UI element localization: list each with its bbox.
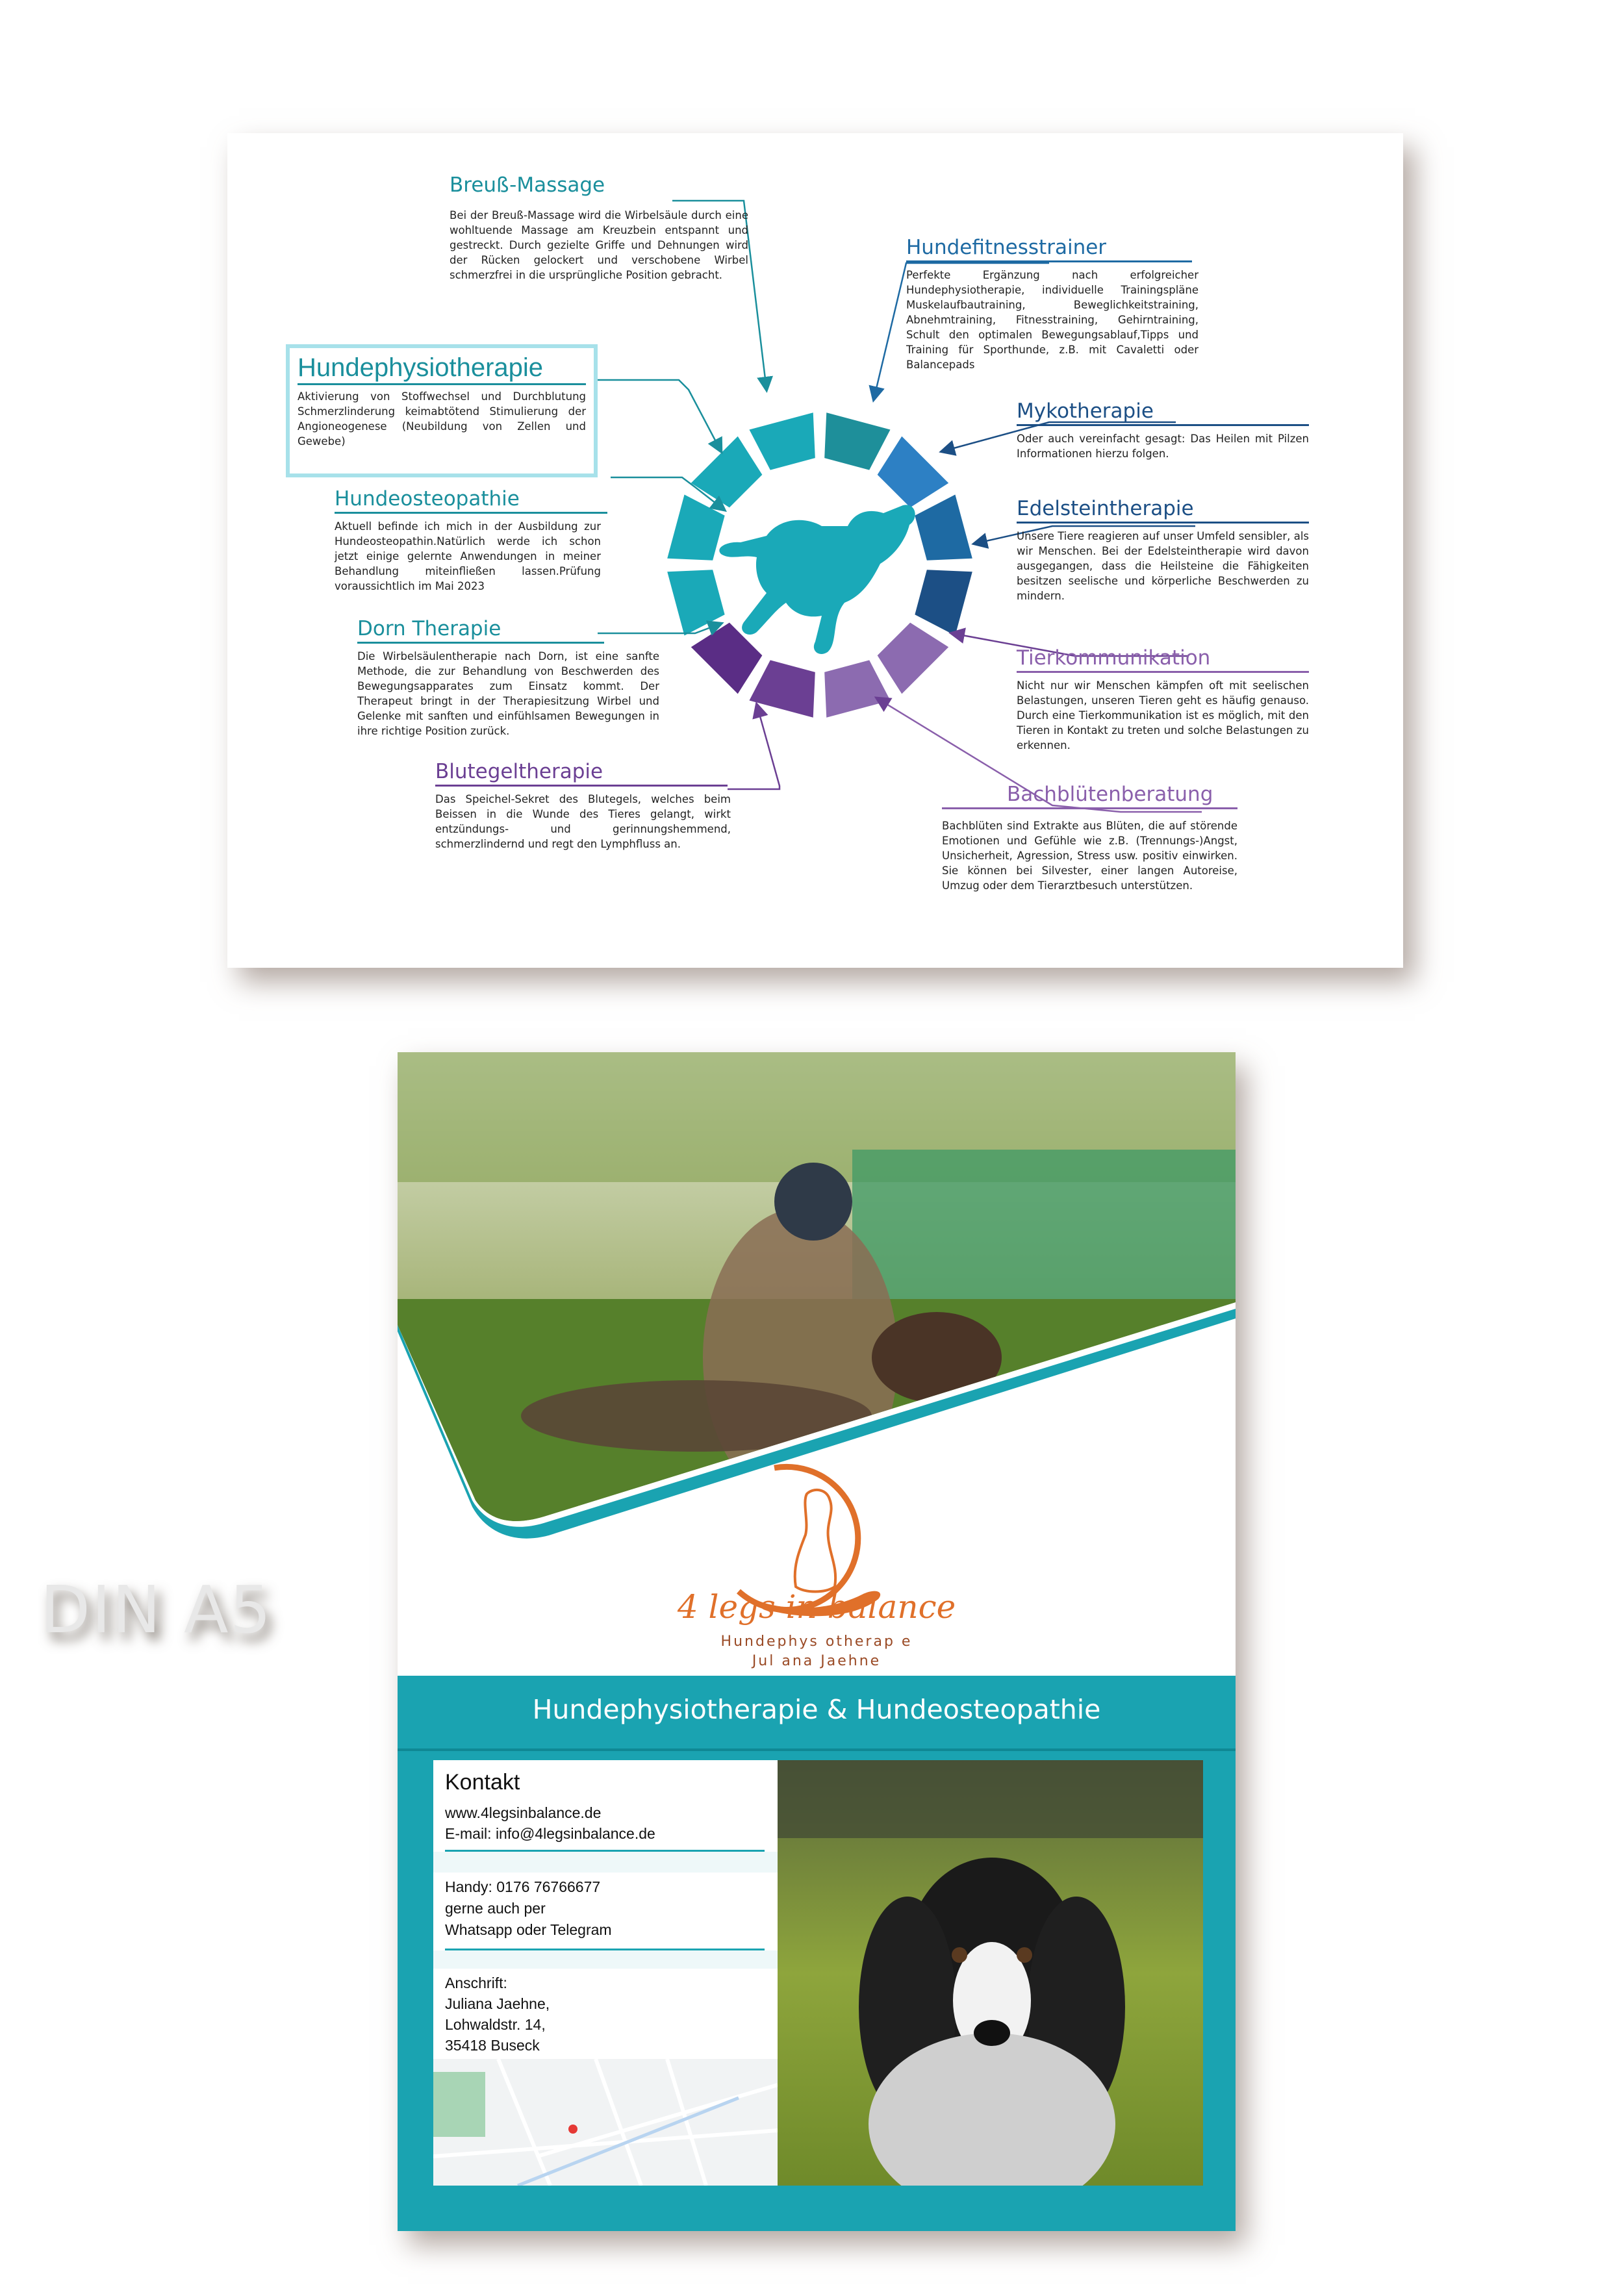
fence (852, 1150, 1236, 1325)
ring-segment (824, 412, 890, 470)
section-blutegeltherapie (435, 760, 731, 852)
section-edelsteintherapie (1017, 497, 1309, 603)
tierkomm-text: Nicht nur wir Menschen kämpfen oft mit seelischen Belastungen, unseren Tieren geht es häufig genauso. Durch eine Tierkommunikation ist es möglich, mit den Tieren in Kontakt zu treten und solche Belastungen zu erkennen. (1017, 679, 1309, 751)
edelstein-title: Edelsteintherapie (1017, 497, 1194, 520)
blutegel-text: Das Speichel-Sekret des Blutegels, welches beim Beissen in die Wunde des Tieres gelangt, wirkt entzündungs- und gerinnungshemmend, schmerzlindernd und regt den Lymphfluss an. (435, 793, 731, 850)
ring-segment (915, 570, 972, 635)
spaniel-photo (778, 1760, 1203, 2186)
osteo-text: Aktuell befinde ich mich in der Ausbildung zur Hundeosteopathin.Natürlich werde ich schon jetzt einige gelernte Anwendungen in meiner Behandlung miteinfließen lassen.Prüfung voraussichtlich im Mai 2023 (335, 520, 601, 592)
running-dog-icon (719, 505, 915, 654)
contact-card (433, 1760, 778, 2186)
logo-brand: 4 legs in balance (677, 1588, 956, 1626)
blutegel-title: Blutegeltherapie (435, 760, 603, 783)
contact-heading: Kontakt (445, 1770, 520, 1795)
fitness-text: Perfekte Ergänzung nach erfolgreicher Hundephysiotherapie, individuelle Trainingspläne Muskelaufbautraining, Beweglichkeitstraining, Abnehmtraining, Fitnesstraining, Gehirntraining, Schult den optimalen Bewegungsablauf,Tipps und Training für Sporthunde, z.B. mit Cavaletti oder Balancepads (906, 269, 1199, 371)
address-label: Anschrift: (445, 1974, 507, 1991)
address-city: 35418 Buseck (445, 2037, 540, 2054)
myko-text: Oder auch vereinfacht gesagt: Das Heilen mit Pilzen Informationen hierzu folgen. (1017, 433, 1309, 460)
dorn-title: Dorn Therapie (357, 617, 501, 640)
tierkomm-title: Tierkommunikation (1017, 646, 1211, 670)
address-street: Lohwaldstr. 14, (445, 2016, 546, 2033)
contact-panel (398, 1676, 1236, 2231)
ring-segment (749, 412, 815, 470)
format-label: DIN A5 (40, 1572, 273, 1648)
map-pin-icon (568, 2125, 577, 2134)
fitness-title: Hundefitnesstrainer (906, 236, 1107, 259)
section-mykotherapie (1017, 399, 1309, 461)
section-hundefitnesstrainer (906, 236, 1199, 372)
address-name: Juliana Jaehne, (445, 1995, 550, 2012)
section-tierkommunikation (1017, 646, 1309, 753)
dorn-text: Die Wirbelsäulentherapie nach Dorn, ist eine sanfte Methode, die zur Behandlung von Beschwerden des Bewegungsapparates zum Einsatz kommt. Der Therapeut bringt in der Therapiesitzung Wirbel und Gelenke mit sanften und einfühlsamen Bewegungen in ihre richtige Position zurück. (357, 650, 659, 737)
logo-line2: Jul ana Jaehne (752, 1653, 882, 1669)
flyer-cover-page (398, 1052, 1236, 2231)
phone-note-1: gerne auch per (445, 1900, 546, 1917)
breuss-text: Bei der Breuß-Massage wird die Wirbelsäule durch eine wohltuende Massage am Kreuzbein entspannt und gestreckt. Durch gezielte Griffe und Dehnungen wird der Rücken gelockert und verschobene Wirbel schmerzfrei in die ursprüngliche Position gebracht. (450, 209, 748, 281)
website-link[interactable]: www.4legsinbalance.de (445, 1804, 602, 1821)
ring-segment (915, 494, 972, 560)
flyer-inside-page (227, 133, 1403, 968)
location-map[interactable] (433, 2059, 778, 2186)
edelstein-text: Unsere Tiere reagieren auf unser Umfeld sensibler, als wir Menschen. Bei der Edelsteintherapie wird davon ausgegangen, dass die Heilsteine die Fähigkeiten besitzen seelische und körperliche Beschwerden zu mindern. (1017, 530, 1309, 602)
phone-note-2: Whatsapp oder Telegram (445, 1921, 612, 1938)
logo-line1: Hundephys otherap e (720, 1634, 913, 1650)
ring-segment (749, 660, 815, 717)
bach-text: Bachblüten sind Extrakte aus Blüten, die auf störende Emotionen und Gefühle wie z.B. (Trennungs-)Angst, Unsicherheit, Agression, Stress usw. positiv einwirken. Sie können bei Silvester, einer langen Autoreise, Umzug oder dem Tierarztbesuch unterstützen. (942, 820, 1237, 892)
phone-number[interactable]: Handy: 0176 76766677 (445, 1878, 601, 1895)
section-hundeosteopathie (335, 487, 601, 594)
ring-segment (878, 623, 949, 694)
ring-segment (824, 660, 890, 717)
breuss-title: Breuß-Massage (450, 173, 605, 197)
bach-title: Bachblütenberatung (1007, 783, 1213, 806)
section-hundephysiotherapie (286, 344, 598, 477)
myko-title: Mykotherapie (1017, 399, 1154, 423)
ring-segment (878, 436, 949, 508)
osteo-title: Hundeosteopathie (335, 487, 520, 511)
hundephysio-arrow (598, 380, 721, 451)
hundephysio-title: Hundephysiotherapie (298, 353, 544, 382)
hundephysio-text: Aktivierung von Stoffwechsel und Durchblutung Schmerzlinderung keimabtötend Stimulierung der Angioneogenese (Neubildung von Zellen und Gewebe) (298, 390, 586, 448)
section-dorn-therapie (357, 617, 659, 738)
section-breuss-massage (450, 173, 748, 283)
banner-title: Hundephysiotherapie & Hundeosteopathie (532, 1694, 1101, 1725)
ring-segment (691, 436, 763, 508)
section-bachbluetenberatung (942, 783, 1237, 893)
center-dog (719, 505, 915, 654)
blutegel-connector (728, 705, 780, 789)
email-link[interactable]: E-mail: info@4legsinbalance.de (445, 1825, 655, 1842)
